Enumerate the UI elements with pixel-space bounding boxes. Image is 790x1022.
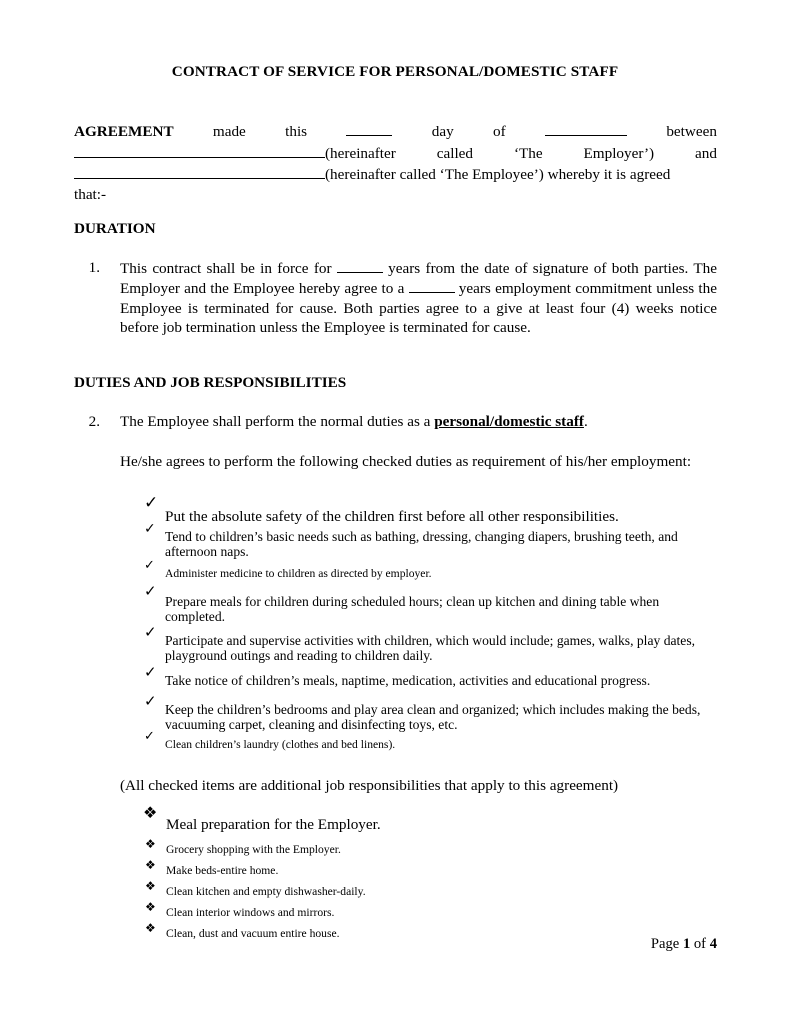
item-1-text-middle: years from the date of signature of both parties. The Employer and the Employee hereby agree to a bbox=[120, 260, 717, 298]
agreement-line-1 bbox=[74, 121, 717, 142]
agreement-preamble bbox=[74, 121, 717, 204]
blank-month-field[interactable] bbox=[545, 121, 627, 136]
page-title: CONTRACT OF SERVICE FOR PERSONAL/DOMESTIC STAFF bbox=[171, 63, 619, 80]
check-icon: ✓ bbox=[144, 558, 155, 573]
agreement-line-2 bbox=[74, 142, 717, 164]
list-item-label: Meal preparation for the Employer. bbox=[166, 816, 381, 833]
diamond-bullet-icon: ❖ bbox=[145, 900, 156, 914]
blank-day-field[interactable] bbox=[346, 121, 392, 136]
numbered-item-2 bbox=[74, 412, 717, 431]
word-called: called bbox=[436, 144, 474, 162]
item-1-number: 1. bbox=[88, 259, 100, 276]
footer-current-page: 1 bbox=[682, 936, 691, 952]
diamond-bullet-icon: ❖ bbox=[145, 879, 156, 893]
list-item bbox=[74, 859, 717, 880]
list-item-label: Administer medicine to children as directed by employer. bbox=[165, 567, 432, 580]
item-1-text-after: years employment commitment unless the Employee is terminated for cause. Both parties agree to a give at least four (4) weeks notice before job termination unless the Employee is terminated for cause. bbox=[120, 280, 717, 337]
page-footer bbox=[651, 936, 717, 953]
list-item-label: Make beds-entire home. bbox=[166, 864, 279, 877]
item-2-text-before: The Employee shall perform the normal duties as a bbox=[120, 413, 435, 430]
check-icon: ✓ bbox=[144, 692, 157, 710]
list-item bbox=[74, 922, 717, 943]
list-item bbox=[74, 663, 717, 696]
additional-duties-list bbox=[74, 803, 717, 943]
word-the: ‘The bbox=[513, 144, 543, 162]
diamond-bullet-icon: ❖ bbox=[145, 858, 156, 872]
diamond-bullet-icon: ❖ bbox=[143, 803, 158, 822]
list-item-label: Clean, dust and vacuum entire house. bbox=[166, 927, 340, 940]
agreement-line-4 bbox=[74, 185, 717, 205]
check-icon: ✓ bbox=[144, 582, 157, 600]
item-1-body bbox=[120, 258, 717, 338]
list-item-label: Tend to children’s basic needs such as bathing, dressing, changing diapers, brushing teeth, and afternoon naps. bbox=[165, 529, 678, 560]
list-item bbox=[74, 523, 717, 562]
list-item bbox=[74, 838, 717, 859]
list-item-label: Put the absolute safety of the children first before all other responsibilities. bbox=[165, 508, 619, 525]
agreement-employer-words bbox=[325, 144, 717, 164]
check-icon: ✓ bbox=[144, 729, 155, 744]
word-hereinafter: (hereinafter bbox=[325, 144, 396, 162]
list-item bbox=[74, 495, 717, 523]
check-icon: ✓ bbox=[144, 623, 157, 641]
word-employer: Employer’) bbox=[583, 144, 655, 162]
agreement-word-made: made bbox=[212, 123, 246, 140]
agreement-word-between: between bbox=[666, 123, 717, 140]
list-item-label: Participate and supervise activities with children, which would include; games, walks, play dates, playground outings and reading to children daily. bbox=[165, 633, 696, 664]
list-item-label: Clean children’s laundry (clothes and bed linens). bbox=[165, 738, 396, 751]
agreement-employee-words: (hereinafter called ‘The Employee’) whereby it is agreed bbox=[325, 166, 671, 184]
item-2-text-after: . bbox=[583, 413, 588, 430]
blank-employee-name-field[interactable] bbox=[74, 163, 325, 179]
section-heading-duration: DURATION bbox=[74, 220, 156, 237]
list-item bbox=[74, 558, 717, 588]
list-item bbox=[74, 803, 717, 838]
diamond-bullet-icon: ❖ bbox=[145, 837, 156, 851]
diamond-bullet-icon: ❖ bbox=[145, 921, 156, 935]
check-icon: ✓ bbox=[144, 493, 159, 513]
agreement-word-this: this bbox=[285, 123, 308, 140]
footer-total-pages: 4 bbox=[709, 936, 717, 952]
list-item-label: Prepare meals for children during scheduled hours; clean up kitchen and dining table when completed. bbox=[165, 594, 660, 625]
footer-middle: of bbox=[690, 936, 710, 952]
list-item bbox=[74, 901, 717, 922]
list-item bbox=[74, 692, 717, 734]
item-2-number: 2. bbox=[88, 413, 100, 430]
agreement-word-day: day bbox=[431, 123, 454, 140]
check-icon: ✓ bbox=[144, 521, 156, 537]
list-item bbox=[74, 729, 717, 760]
blank-employer-name-field[interactable] bbox=[74, 142, 325, 158]
check-icon: ✓ bbox=[144, 663, 157, 681]
list-item bbox=[74, 623, 717, 667]
footer-prefix: Page bbox=[650, 936, 683, 952]
intro-paragraph: He/she agrees to perform the following checked duties as requirement of his/her employment: bbox=[120, 453, 692, 470]
item-2-body bbox=[120, 412, 717, 431]
item-1-text-before: This contract shall be in force for bbox=[120, 260, 337, 277]
blank-years-field-2[interactable] bbox=[409, 278, 455, 293]
list-item-label: Clean kitchen and empty dishwasher-daily. bbox=[166, 885, 366, 898]
agreement-label: AGREEMENT bbox=[74, 123, 174, 140]
word-and: and bbox=[695, 144, 717, 162]
blank-years-field-1[interactable] bbox=[337, 258, 383, 273]
checked-duties-list bbox=[74, 495, 717, 760]
list-item-label: Grocery shopping with the Employer. bbox=[166, 843, 341, 856]
list-item bbox=[74, 880, 717, 901]
agreement-that-text: that:- bbox=[74, 185, 107, 203]
list-item-label: Keep the children’s bedrooms and play area clean and organized; which includes making the beds, vacuuming carpet, cleaning and disinfecting toys, etc. bbox=[165, 702, 701, 733]
agreement-word-of: of bbox=[493, 123, 506, 140]
numbered-item-1 bbox=[74, 258, 717, 338]
agreement-line-3 bbox=[74, 163, 717, 185]
list-item-label: Take notice of children’s meals, naptime, medication, activities and educational progress. bbox=[165, 673, 651, 688]
section-heading-duties: DUTIES AND JOB RESPONSIBILITIES bbox=[74, 374, 347, 391]
list-item-label: Clean interior windows and mirrors. bbox=[166, 906, 335, 919]
checked-items-note: (All checked items are additional job responsibilities that apply to this agreement) bbox=[120, 777, 619, 794]
list-item bbox=[74, 582, 717, 627]
item-2-emphasis: personal/domestic staff bbox=[434, 413, 584, 430]
